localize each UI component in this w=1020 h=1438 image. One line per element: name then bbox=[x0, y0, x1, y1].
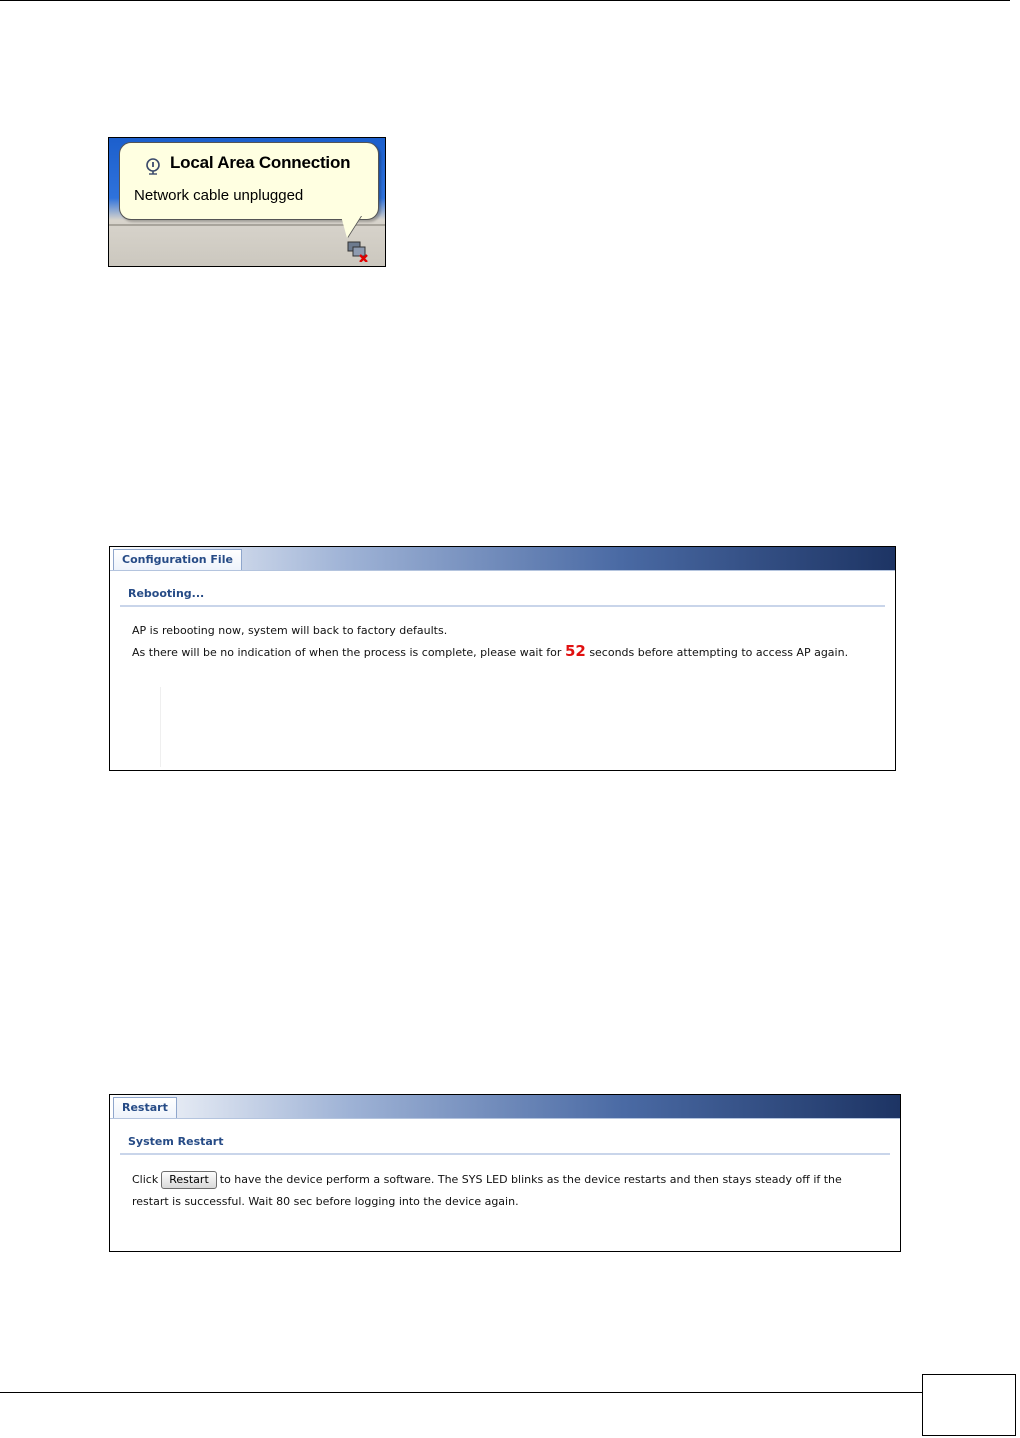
reboot-wait-suffix: seconds before attempting to access AP again. bbox=[589, 646, 849, 659]
network-balloon-screenshot bbox=[108, 137, 386, 267]
panel-header-rule bbox=[110, 570, 895, 571]
notification-balloon[interactable] bbox=[119, 142, 379, 220]
section-title-system-restart: System Restart bbox=[128, 1135, 224, 1148]
restart-panel bbox=[109, 1094, 901, 1252]
configuration-file-panel bbox=[109, 546, 896, 771]
section-title-rebooting: Rebooting... bbox=[128, 587, 205, 600]
network-info-icon bbox=[144, 157, 162, 175]
restart-description: to have the device perform a software. The SYS LED blinks as the device restarts and then stays steady off if the bbox=[219, 1173, 842, 1186]
reboot-wait-prefix: As there will be no indication of when the process is complete, please wait for bbox=[132, 646, 562, 659]
restart-instructions-line-2: restart is successful. Wait 80 sec before logging into the device again. bbox=[132, 1195, 519, 1208]
header-rule bbox=[0, 0, 1010, 1]
restart-instructions-line-1 bbox=[132, 1171, 842, 1189]
panel-header bbox=[110, 1095, 900, 1118]
restart-button[interactable]: Restart bbox=[161, 1171, 217, 1189]
tab-configuration-file[interactable]: Configuration File bbox=[113, 549, 242, 570]
restart-click-label: Click bbox=[132, 1173, 159, 1186]
network-disconnected-icon[interactable] bbox=[345, 238, 369, 262]
footer-rule bbox=[0, 1392, 922, 1393]
page-number-box bbox=[922, 1374, 1016, 1436]
section-divider bbox=[120, 605, 885, 607]
reboot-message-line-2 bbox=[132, 642, 848, 660]
reboot-message-line-1: AP is rebooting now, system will back to factory defaults. bbox=[132, 624, 448, 637]
balloon-message: Network cable unplugged bbox=[134, 187, 304, 204]
tab-restart[interactable]: Restart bbox=[113, 1097, 177, 1118]
balloon-title: Local Area Connection bbox=[170, 153, 351, 172]
balloon-pointer bbox=[341, 216, 361, 238]
section-divider bbox=[120, 1153, 890, 1155]
countdown-seconds: 52 bbox=[564, 642, 586, 660]
background-artifact bbox=[160, 687, 161, 767]
panel-header-rule bbox=[110, 1118, 900, 1119]
